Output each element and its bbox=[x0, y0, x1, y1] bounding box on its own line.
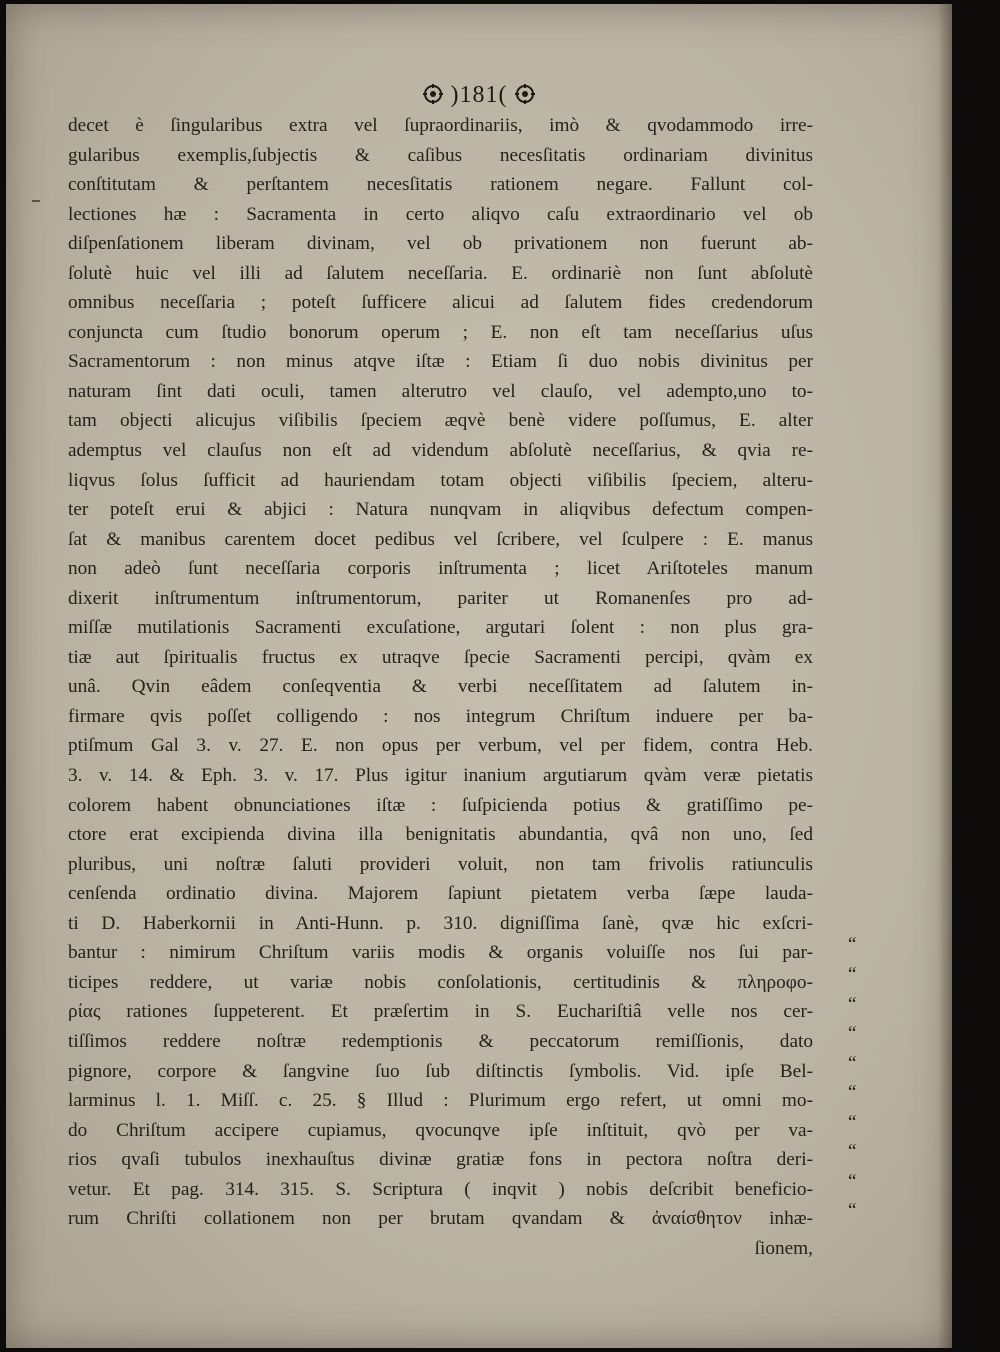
text-line: tiæ aut ſpiritualis fructus ex utraqve ſpecie Sacramenti percipi, qvàm ex bbox=[68, 646, 813, 668]
text-line: lectiones hæ : Sacramenta in certo aliqvo caſu extraordinario vel ob bbox=[68, 203, 813, 225]
quote-mark: “ bbox=[848, 1082, 857, 1104]
text-line: omnibus neceſſaria ; poteſt ſufficere alicui ad ſalutem fides credendorum bbox=[68, 292, 813, 314]
text-line: ademptus vel clauſus non eſt ad videndum abſolutè neceſſarius, & qvia re- bbox=[68, 440, 813, 462]
margin-mark bbox=[32, 200, 40, 202]
quote-mark: “ bbox=[848, 1023, 857, 1045]
text-line: ctore erat excipienda divina illa benignitatis abundantia, qvâ non uno, ſed bbox=[68, 824, 813, 846]
text-line: non adeò ſunt neceſſaria corporis inſtrumenta ; licet Ariſtoteles manum bbox=[68, 558, 813, 580]
text-line: ſat & manibus carentem docet pedibus vel ſcribere, vel ſculpere : E. manus bbox=[68, 528, 813, 550]
text-line: conjuncta cum ſtudio bonorum operum ; E. non eſt tam neceſſarius uſus bbox=[68, 321, 813, 343]
text-line: ti D. Haberkornii in Anti-Hunn. p. 310. digniſſima ſanè, qvæ hic exſcri- bbox=[68, 912, 813, 934]
text-line: pluribus, uni noſtræ ſaluti provideri voluit, non tam frivolis ratiunculis bbox=[68, 853, 813, 875]
text-line: naturam ſint dati oculi, tamen alterutro vel clauſo, vel adempto,uno to- bbox=[68, 380, 813, 402]
body-text bbox=[68, 111, 813, 1263]
quote-mark: “ bbox=[848, 1170, 857, 1192]
text-line: tam objecti alicujus viſibilis ſpeciem æqvè benè videre poſſumus, E. alter bbox=[68, 410, 813, 432]
quote-mark: “ bbox=[848, 934, 857, 956]
text-line: gularibus exemplis,ſubjectis & caſibus necesſitatis ordinariam divinitus bbox=[68, 144, 813, 166]
fleuron-left-icon bbox=[422, 83, 444, 105]
page-gutter-shadow bbox=[938, 4, 952, 1348]
text-line: firmare qvis poſſet colligendo : nos integrum Chriſtum induere per ba- bbox=[68, 705, 813, 727]
text-line: colorem habent obnunciationes iſtæ : ſuſpicienda potius & gratiſſimo pe- bbox=[68, 794, 813, 816]
text-line: miſſæ mutilationis Sacramenti excuſatione, argutari ſolent : non plus gra- bbox=[68, 617, 813, 639]
text-line: ſionem, bbox=[754, 1237, 813, 1259]
text-line: unâ. Qvin eâdem conſeqventia & verbi neceſſitatem ad ſalutem in- bbox=[68, 676, 813, 698]
page-number: )181( bbox=[450, 82, 508, 108]
text-line: ρίας rationes ſuppeterent. Et præſertim in S. Euchariſtiâ velle nos cer- bbox=[68, 1001, 813, 1023]
text-line: Sacramentorum : non minus atqve iſtæ : Etiam ſi duo nobis divinitus per bbox=[68, 351, 813, 373]
text-line: vetur. Et pag. 314. 315. S. Scriptura ( inqvit ) nobis deſcribit beneficio- bbox=[68, 1178, 813, 1200]
text-line: do Chriſtum accipere cupiamus, qvocunqve ipſe inſtituit, qvò per va- bbox=[68, 1119, 813, 1141]
book-page bbox=[6, 4, 952, 1348]
quote-mark: “ bbox=[848, 1111, 857, 1133]
text-line: rios qvaſi tubulos inexhauſtus divinæ gratiæ fons in pectora noſtra deri- bbox=[68, 1149, 813, 1171]
text-line: liqvus ſolus ſufficit ad hauriendam totam objecti viſibilis ſpeciem, alteru- bbox=[68, 469, 813, 491]
page-header bbox=[6, 82, 952, 109]
quote-mark: “ bbox=[848, 963, 857, 985]
quote-mark: “ bbox=[848, 1052, 857, 1074]
text-line: 3. v. 14. & Eph. 3. v. 17. Plus igitur inanium argutiarum qvàm veræ pietatis bbox=[68, 765, 813, 787]
text-line: dixerit inſtrumentum inſtrumentorum, pariter ut Romanenſes pro ad- bbox=[68, 587, 813, 609]
quote-mark: “ bbox=[848, 1141, 857, 1163]
quote-mark: “ bbox=[848, 1200, 857, 1222]
text-line: tiſſimos reddere noſtræ redemptionis & peccatorum remiſſionis, dato bbox=[68, 1030, 813, 1052]
text-line: decet è ſingularibus extra vel ſupraordinariis, imò & qvodammodo irre- bbox=[68, 115, 813, 136]
text-line: rum Chriſti collationem non per brutam qvandam & ἀναίσθητον inhæ- bbox=[68, 1208, 813, 1230]
text-line: cenſenda ordinatio divina. Majorem ſapiunt pietatem verba ſæpe lauda- bbox=[68, 883, 813, 905]
text-line: ſolutè huic vel illi ad ſalutem neceſſaria. E. ordinariè non ſunt abſolutè bbox=[68, 262, 813, 284]
text-line: larminus l. 1. Miſſ. c. 25. § Illud : Plurimum ergo refert, ut omni mo- bbox=[68, 1090, 813, 1112]
fleuron-right-icon bbox=[514, 83, 536, 105]
text-line: diſpenſationem liberam divinam, vel ob privationem non fuerunt ab- bbox=[68, 233, 813, 255]
text-line: ter poteſt erui & abjici : Natura nunqvam in aliqvibus defectum compen- bbox=[68, 499, 813, 521]
text-line: ticipes reddere, ut variæ nobis conſolationis, certitudinis & πληροφο- bbox=[68, 971, 813, 993]
text-line: bantur : nimirum Chriſtum variis modis & organis voluiſſe nos ſui par- bbox=[68, 942, 813, 964]
text-line: conſtitutam & perſtantem necesſitatis rationem negare. Fallunt col- bbox=[68, 174, 813, 196]
text-line: ptiſmum Gal 3. v. 27. E. non opus per verbum, vel per fidem, contra Heb. bbox=[68, 735, 813, 757]
text-line: pignore, corpore & ſangvine ſuo ſub diſtinctis ſymbolis. Vid. ipſe Bel- bbox=[68, 1060, 813, 1082]
quote-mark: “ bbox=[848, 993, 857, 1015]
